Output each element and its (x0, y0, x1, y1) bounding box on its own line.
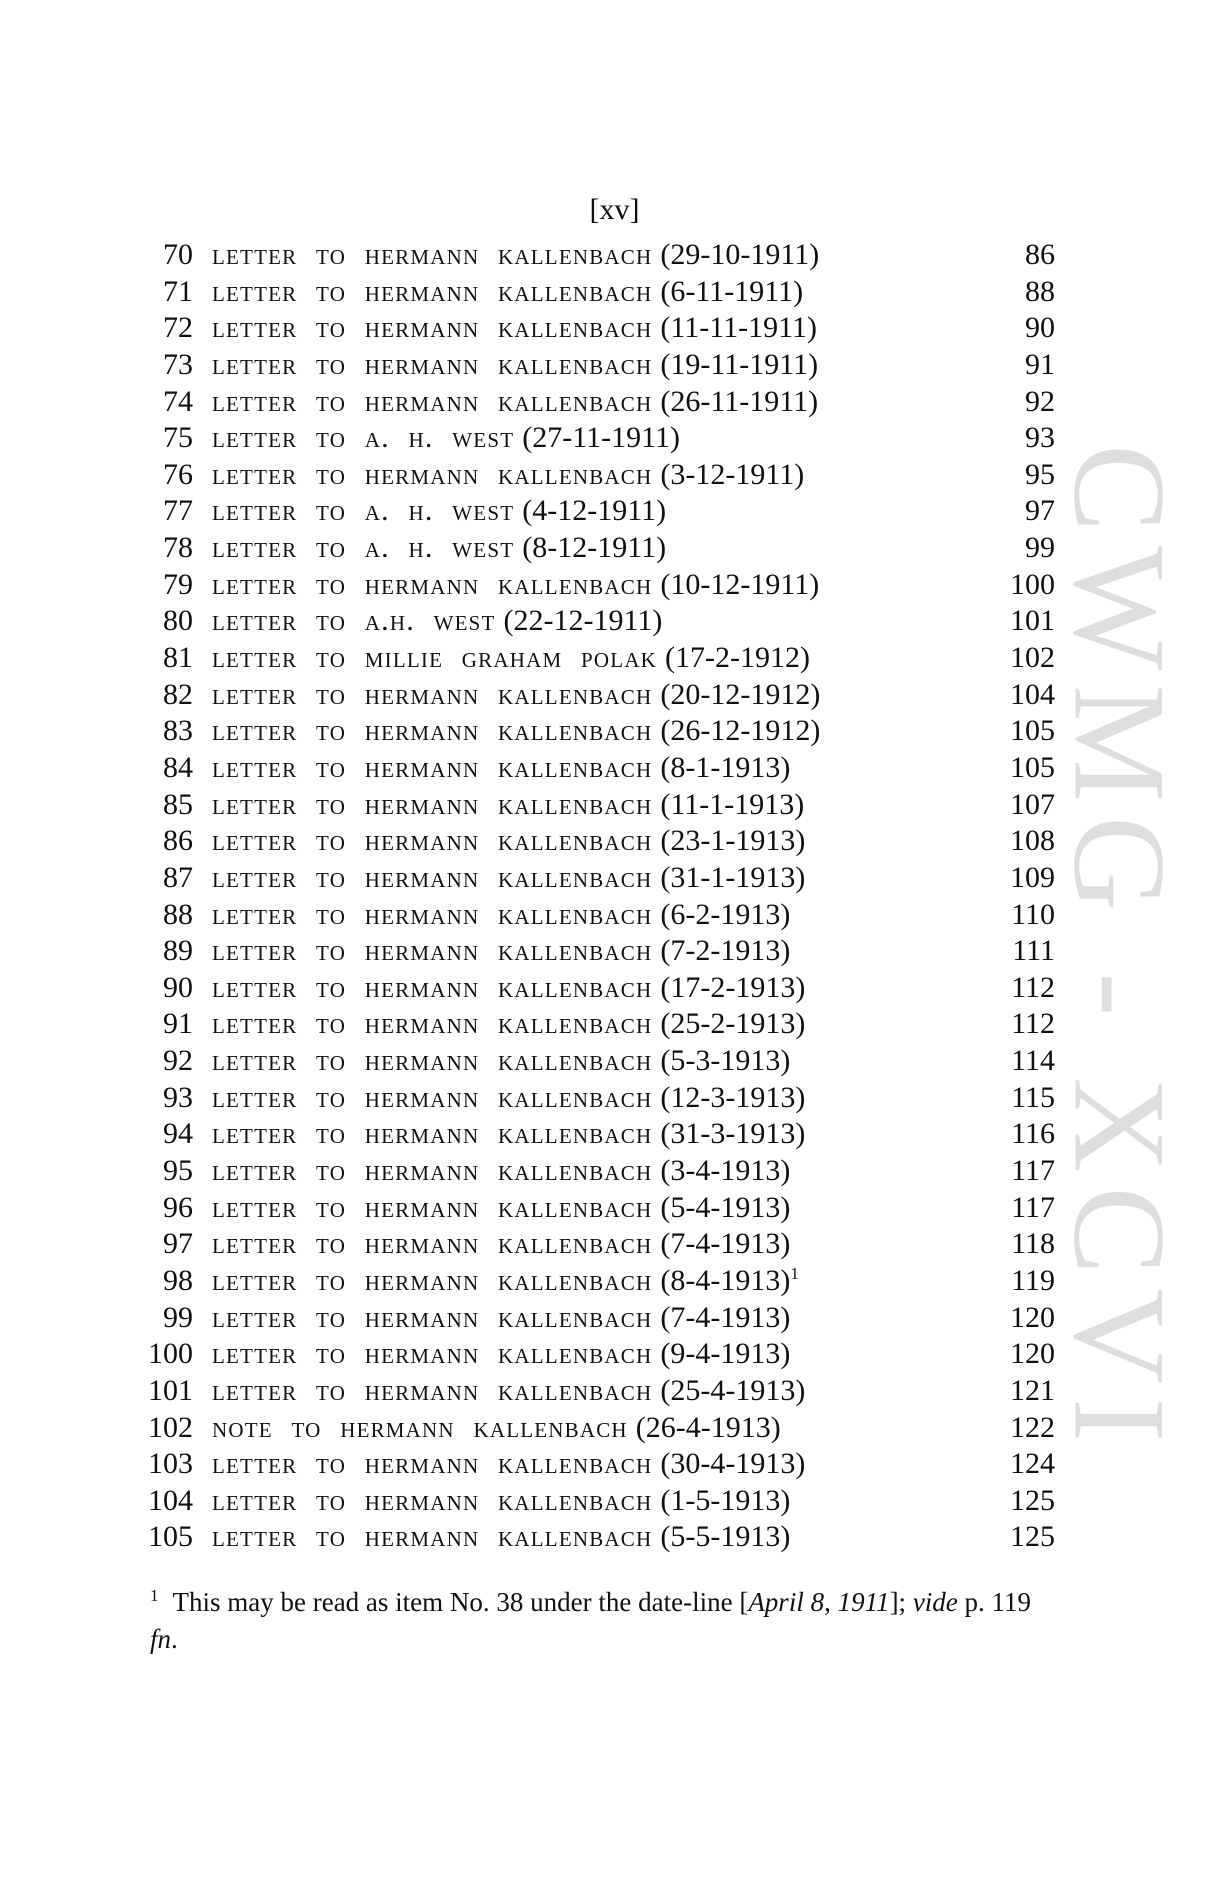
entry-number: 76 (163, 457, 193, 491)
toc-entry (120, 347, 1055, 384)
entry-number: 95 (163, 1154, 193, 1188)
entry-number: 100 (148, 1337, 193, 1371)
toc-entry (120, 1300, 1055, 1337)
entry-date: (7-4-1913) (660, 1300, 791, 1334)
entry-title: letter to hermann kallenbach (212, 824, 653, 858)
entry-title: letter to hermann kallenbach (212, 1373, 653, 1407)
entry-title-group (212, 493, 666, 530)
entry-title-group (212, 1190, 790, 1227)
entry-title: letter to hermann kallenbach (212, 970, 653, 1004)
entry-title-group (212, 933, 790, 970)
entry-date: (23-1-1913) (660, 824, 806, 858)
entry-title: letter to hermann kallenbach (212, 934, 653, 968)
toc-entry (120, 970, 1055, 1007)
entry-number: 70 (163, 238, 193, 271)
entry-title: letter to hermann kallenbach (212, 1154, 653, 1188)
entry-title-group (212, 677, 820, 714)
entry-title-group (212, 420, 680, 457)
footnote-end: . (171, 1624, 178, 1654)
toc-entry (120, 567, 1055, 604)
entry-page: 121 (1010, 1373, 1055, 1407)
entry-number: 104 (148, 1483, 193, 1517)
entry-title-group (212, 1373, 805, 1410)
entry-date: (25-2-1913) (660, 1007, 806, 1041)
entry-date: (5-3-1913) (660, 1044, 791, 1078)
entry-title: letter to hermann kallenbach (212, 1300, 653, 1334)
entry-number: 86 (163, 824, 193, 858)
entry-date: (26-4-1913) (635, 1410, 781, 1444)
entry-number: 97 (163, 1227, 193, 1261)
entry-number: 75 (163, 421, 193, 455)
entry-title: letter to hermann kallenbach (212, 238, 653, 271)
toc-entry (120, 713, 1055, 750)
entry-page: 95 (1025, 457, 1055, 491)
entry-date: (8-4-1913) (660, 1263, 791, 1297)
entry-page: 90 (1025, 311, 1055, 345)
entry-number: 88 (163, 897, 193, 931)
entry-page: 120 (1010, 1300, 1055, 1334)
footnote-text-before: This may be read as item No. 38 under the date-line [ (172, 1587, 749, 1617)
entry-number: 98 (163, 1263, 193, 1297)
entry-page: 108 (1010, 824, 1055, 858)
toc-entry (120, 860, 1055, 897)
entry-title: letter to hermann kallenbach (212, 384, 653, 418)
entry-title-group (212, 1116, 805, 1153)
entry-title-group (212, 823, 805, 860)
toc-entry (120, 1446, 1055, 1483)
entry-title-group (212, 750, 790, 787)
watermark-text: CWMG - XCVI (1046, 444, 1194, 1456)
entry-number: 90 (163, 970, 193, 1004)
table-of-contents (120, 237, 1055, 1556)
entry-date: (3-4-1913) (660, 1154, 791, 1188)
entry-page: 117 (1011, 1154, 1055, 1188)
entry-page: 92 (1025, 384, 1055, 418)
entry-page: 109 (1010, 860, 1055, 894)
entry-number: 84 (163, 750, 193, 784)
toc-entry (120, 310, 1055, 347)
entry-date: (17-2-1912) (665, 641, 811, 675)
entry-date: (5-4-1913) (660, 1190, 791, 1224)
toc-entry (120, 1190, 1055, 1227)
entry-page: 104 (1010, 677, 1055, 711)
entry-title: letter to a. h. west (212, 494, 515, 528)
entry-title: letter to hermann kallenbach (212, 567, 653, 601)
entry-number: 101 (148, 1373, 193, 1407)
entry-page: 101 (1010, 604, 1055, 638)
toc-entry (120, 603, 1055, 640)
entry-title: letter to hermann kallenbach (212, 1080, 653, 1114)
entry-title-group (212, 897, 790, 934)
entry-title-group (212, 1519, 790, 1556)
entry-date: (31-3-1913) (660, 1117, 806, 1151)
toc-entry (120, 640, 1055, 677)
toc-entry (120, 1410, 1055, 1447)
footnote-reference: 1 (790, 1263, 801, 1283)
toc-entry (120, 384, 1055, 421)
entry-date: (9-4-1913) (660, 1337, 791, 1371)
entry-date: (26-11-1911) (660, 384, 819, 418)
entry-date: (12-3-1913) (660, 1080, 806, 1114)
entry-date: (7-4-1913) (660, 1227, 791, 1261)
entry-page: 111 (1012, 934, 1055, 968)
toc-entry (120, 457, 1055, 494)
entry-date: (20-12-1912) (660, 677, 821, 711)
entry-title-group (212, 1300, 790, 1337)
entry-date: (8-1-1913) (660, 750, 791, 784)
entry-title: letter to hermann kallenbach (212, 897, 653, 931)
entry-date: (10-12-1911) (660, 567, 820, 601)
footnote-text-middle: ]; (889, 1587, 913, 1617)
entry-number: 73 (163, 347, 193, 381)
entry-title: letter to a.h. west (212, 604, 496, 638)
footnote-date: April 8, 1911 (748, 1587, 890, 1617)
entry-page: 93 (1025, 421, 1055, 455)
entry-number: 81 (163, 641, 193, 675)
entry-title-group (212, 567, 819, 604)
toc-entry (120, 1080, 1055, 1117)
toc-entry (120, 750, 1055, 787)
entry-title-group (212, 384, 818, 421)
entry-title: letter to hermann kallenbach (212, 1520, 653, 1554)
entry-page: 122 (1010, 1410, 1055, 1444)
toc-entry (120, 530, 1055, 567)
toc-entry (120, 1153, 1055, 1190)
toc-entry (120, 1226, 1055, 1263)
entry-page: 105 (1010, 714, 1055, 748)
entry-page: 116 (1011, 1117, 1055, 1151)
entry-date: (30-4-1913) (660, 1447, 806, 1481)
entry-date: (22-12-1911) (503, 604, 663, 638)
entry-title-group (212, 457, 804, 494)
toc-entry (120, 823, 1055, 860)
entry-date: (11-1-1913) (660, 787, 805, 821)
entry-page: 125 (1010, 1483, 1055, 1517)
entry-title-group (212, 860, 805, 897)
entry-number: 89 (163, 934, 193, 968)
entry-date: (31-1-1913) (660, 860, 806, 894)
entry-page: 91 (1025, 347, 1055, 381)
toc-entry (120, 1263, 1055, 1300)
entry-number: 77 (163, 494, 193, 528)
entry-page: 99 (1025, 531, 1055, 565)
entry-title-group (212, 1226, 790, 1263)
footnote-marker: 1 (150, 1586, 159, 1605)
toc-entry (120, 1116, 1055, 1153)
watermark (1046, 444, 1194, 1456)
entry-page: 112 (1011, 1007, 1055, 1041)
entry-page: 124 (1010, 1447, 1055, 1481)
entry-title: letter to hermann kallenbach (212, 1263, 653, 1297)
entry-page: 105 (1010, 750, 1055, 784)
toc-entry (120, 1483, 1055, 1520)
entry-title: letter to hermann kallenbach (212, 1117, 653, 1151)
entry-page: 119 (1011, 1263, 1055, 1297)
entry-title-group (212, 640, 810, 677)
entry-number: 71 (163, 274, 193, 308)
entry-number: 78 (163, 531, 193, 565)
entry-page: 118 (1011, 1227, 1055, 1261)
toc-entry (120, 1336, 1055, 1373)
entry-date: (3-12-1911) (660, 457, 805, 491)
toc-entry (120, 1006, 1055, 1043)
entry-page: 117 (1011, 1190, 1055, 1224)
entry-title: letter to hermann kallenbach (212, 1007, 653, 1041)
entry-page: 112 (1011, 970, 1055, 1004)
entry-title-group (212, 970, 805, 1007)
toc-entry (120, 933, 1055, 970)
entry-number: 105 (148, 1520, 193, 1554)
entry-number: 93 (163, 1080, 193, 1114)
entry-date: (17-2-1913) (660, 970, 806, 1004)
entry-date: (11-11-1911) (660, 311, 817, 345)
entry-title: letter to hermann kallenbach (212, 311, 653, 345)
entry-page: 114 (1011, 1044, 1055, 1078)
entry-title: letter to hermann kallenbach (212, 1227, 653, 1261)
entry-title-group (212, 1483, 790, 1520)
entry-title: letter to a. h. west (212, 531, 515, 565)
entry-number: 99 (163, 1300, 193, 1334)
entry-title: letter to hermann kallenbach (212, 750, 653, 784)
entry-title-group (212, 530, 666, 567)
entry-date: (27-11-1911) (522, 421, 680, 455)
page-number-header: [xv] (589, 193, 640, 226)
entry-title: letter to hermann kallenbach (212, 714, 653, 748)
toc-entry (120, 787, 1055, 824)
entry-number: 103 (148, 1447, 193, 1481)
entry-number: 72 (163, 311, 193, 345)
entry-page: 110 (1011, 897, 1055, 931)
entry-page: 115 (1011, 1080, 1055, 1114)
entry-title: letter to hermann kallenbach (212, 1337, 653, 1371)
toc-entry (120, 677, 1055, 714)
entry-title-group (212, 603, 662, 640)
entry-title: letter to hermann kallenbach (212, 347, 653, 381)
entry-title-group (212, 713, 820, 750)
entry-number: 79 (163, 567, 193, 601)
entry-title: letter to millie graham polak (212, 641, 658, 675)
entry-page: 97 (1025, 494, 1055, 528)
entry-date: (6-11-1911) (660, 274, 804, 308)
entry-number: 83 (163, 714, 193, 748)
footnote-text-after: p. 119 (957, 1587, 1032, 1617)
entry-date: (6-2-1913) (660, 897, 791, 931)
entry-title-group (212, 1263, 800, 1300)
entry-date: (1-5-1913) (660, 1483, 791, 1517)
entry-title: letter to hermann kallenbach (212, 274, 653, 308)
entry-title: letter to hermann kallenbach (212, 1447, 653, 1481)
entry-title: letter to hermann kallenbach (212, 677, 653, 711)
entry-title: letter to hermann kallenbach (212, 1190, 653, 1224)
entry-title-group (212, 787, 804, 824)
entry-title-group (212, 274, 803, 311)
entry-date: (19-11-1911) (660, 347, 819, 381)
entry-title: note to hermann kallenbach (212, 1410, 628, 1444)
entry-title-group (212, 1153, 790, 1190)
entry-title: letter to hermann kallenbach (212, 1044, 653, 1078)
entry-title: letter to hermann kallenbach (212, 1483, 653, 1517)
entry-number: 102 (148, 1410, 193, 1444)
entry-title-group (212, 1006, 805, 1043)
entry-title-group (212, 1080, 805, 1117)
entry-number: 74 (163, 384, 193, 418)
entry-title: letter to hermann kallenbach (212, 860, 653, 894)
entry-date: (5-5-1913) (660, 1520, 791, 1554)
entry-page: 88 (1025, 274, 1055, 308)
entry-page: 125 (1010, 1520, 1055, 1554)
entry-title-group (212, 237, 819, 274)
toc-entry (120, 1043, 1055, 1080)
entry-date: (8-12-1911) (522, 531, 667, 565)
toc-entry (120, 237, 1055, 274)
entry-number: 82 (163, 677, 193, 711)
toc-entry (120, 1373, 1055, 1410)
entry-page: 86 (1025, 238, 1055, 271)
entry-date: (4-12-1911) (522, 494, 667, 528)
entry-title-group (212, 347, 818, 384)
entry-title-group (212, 1043, 790, 1080)
entry-title-group (212, 1336, 790, 1373)
entry-number: 92 (163, 1044, 193, 1078)
entry-title: letter to hermann kallenbach (212, 787, 653, 821)
entry-number: 91 (163, 1007, 193, 1041)
entry-title: letter to hermann kallenbach (212, 457, 653, 491)
entry-title-group (212, 1410, 781, 1447)
footnote-fn: fn (150, 1624, 172, 1654)
toc-entry (120, 897, 1055, 934)
entry-number: 85 (163, 787, 193, 821)
entry-date: (25-4-1913) (660, 1373, 806, 1407)
entry-date: (7-2-1913) (660, 934, 791, 968)
toc-entry (120, 1519, 1055, 1556)
entry-page: 102 (1010, 641, 1055, 675)
entry-date: (26-12-1912) (660, 714, 821, 748)
entry-title-group (212, 310, 817, 347)
toc-entry (120, 420, 1055, 457)
entry-page: 107 (1010, 787, 1055, 821)
entry-date: (29-10-1911) (660, 238, 820, 271)
entry-title: letter to a. h. west (212, 421, 515, 455)
entry-page: 100 (1010, 567, 1055, 601)
entry-title-group (212, 1446, 805, 1483)
entry-number: 80 (163, 604, 193, 638)
entry-number: 87 (163, 860, 193, 894)
toc-entry (120, 274, 1055, 311)
toc-entry (120, 493, 1055, 530)
entry-number: 94 (163, 1117, 193, 1151)
footnote-vide: vide (912, 1587, 958, 1617)
footnote (150, 1584, 1062, 1658)
entry-number: 96 (163, 1190, 193, 1224)
entry-page: 120 (1010, 1337, 1055, 1371)
